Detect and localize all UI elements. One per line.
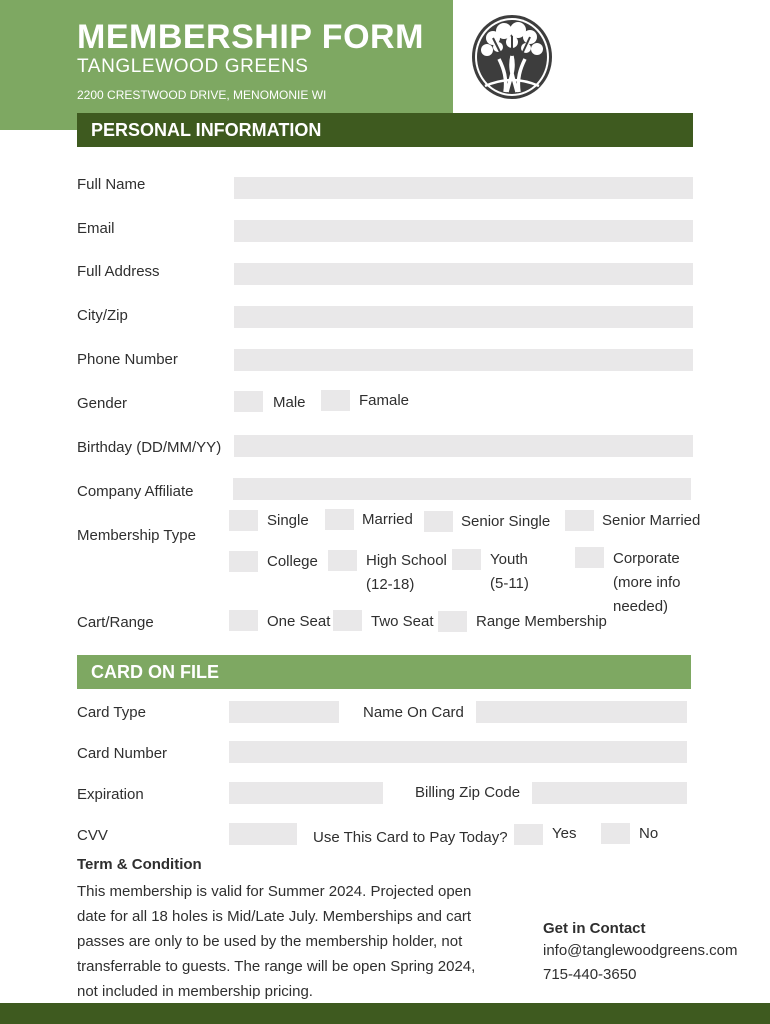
one-seat-checkbox[interactable] [229, 610, 258, 631]
two-seat-option-label: Two Seat [371, 613, 434, 630]
college-option-label: College [267, 553, 318, 570]
email-field[interactable] [234, 220, 693, 242]
corporate-line-2: (more info [613, 574, 681, 591]
male-checkbox[interactable] [234, 391, 263, 412]
personal-info-heading: PERSONAL INFORMATION [77, 113, 693, 147]
form-title: MEMBERSHIP FORM [77, 18, 424, 56]
city-zip-field[interactable] [234, 306, 693, 328]
pay-today-label: Use This Card to Pay Today? [313, 829, 508, 846]
club-name: TANGLEWOOD GREENS [77, 56, 309, 77]
senior-single-option-label: Senior Single [461, 513, 551, 530]
phone-label: Phone Number [77, 351, 178, 368]
expiration-field[interactable] [229, 782, 383, 804]
company-label: Company Affiliate [77, 483, 194, 500]
phone-field[interactable] [234, 349, 693, 371]
female-option-label: Famale [359, 392, 410, 409]
terms-body: This membership is valid for Summer 2024. Projected open date for all 18 holes is Mid/Late July. Memberships and cart passes are only to be used by the membership holder, not transferrable to guests. The range will be open Spring 2024, not included in membership pricing. [77, 883, 476, 1000]
cvv-field[interactable] [229, 823, 297, 845]
billing-zip-field[interactable] [532, 782, 687, 804]
senior-single-checkbox[interactable] [424, 511, 453, 532]
college-checkbox[interactable] [229, 551, 258, 572]
pay-today-no-label: No [639, 825, 659, 842]
high-school-line-1: High School [366, 552, 447, 569]
tree-logo-icon [471, 14, 553, 100]
card-number-field[interactable] [229, 741, 687, 763]
cart-range-label: Cart/Range [77, 614, 154, 631]
birthday-label: Birthday (DD/MM/YY) [77, 439, 222, 456]
full-name-field[interactable] [234, 177, 693, 199]
club-address: 2200 CRESTWOOD DRIVE, MENOMONIE WI [77, 88, 327, 102]
gender-label: Gender [77, 395, 128, 412]
name-on-card-label: Name On Card [363, 704, 464, 721]
youth-line-2: (5-11) [490, 575, 529, 592]
company-field[interactable] [233, 478, 691, 500]
billing-zip-label: Billing Zip Code [415, 784, 521, 801]
two-seat-checkbox[interactable] [333, 610, 362, 631]
single-checkbox[interactable] [229, 510, 258, 531]
youth-option-label [490, 548, 529, 596]
high-school-checkbox[interactable] [328, 550, 357, 571]
card-on-file-heading: CARD ON FILE [77, 655, 691, 689]
male-option-label: Male [273, 394, 306, 411]
pay-today-no-checkbox[interactable] [601, 823, 630, 844]
corporate-line-1: Corporate [613, 550, 680, 567]
youth-line-1: Youth [490, 551, 528, 568]
female-checkbox[interactable] [321, 390, 350, 411]
membership-type-label: Membership Type [77, 527, 196, 544]
terms-title: Term & Condition [77, 856, 202, 873]
city-zip-label: City/Zip [77, 307, 128, 324]
high-school-option-label [366, 549, 447, 597]
full-address-field[interactable] [234, 263, 693, 285]
married-checkbox[interactable] [325, 509, 354, 530]
single-option-label: Single [267, 512, 309, 529]
range-membership-option-label: Range Membership [476, 613, 607, 630]
card-type-label: Card Type [77, 704, 146, 721]
full-address-label: Full Address [77, 263, 160, 280]
card-number-label: Card Number [77, 745, 168, 762]
contact-email: info@tanglewoodgreens.com [543, 942, 738, 959]
pay-today-yes-label: Yes [552, 825, 577, 842]
corporate-option-label [613, 547, 681, 619]
range-membership-checkbox[interactable] [438, 611, 467, 632]
birthday-field[interactable] [234, 435, 693, 457]
married-option-label: Married [362, 511, 413, 528]
youth-checkbox[interactable] [452, 549, 481, 570]
senior-married-option-label: Senior Married [602, 512, 701, 529]
senior-married-checkbox[interactable] [565, 510, 594, 531]
one-seat-option-label: One Seat [267, 613, 331, 630]
high-school-line-2: (12-18) [366, 576, 415, 593]
cvv-label: CVV [77, 827, 108, 844]
footer-bar [0, 1003, 770, 1024]
corporate-line-3: needed) [613, 598, 669, 615]
pay-today-yes-checkbox[interactable] [514, 824, 543, 845]
contact-title: Get in Contact [543, 920, 646, 937]
name-on-card-field[interactable] [476, 701, 687, 723]
card-type-field[interactable] [229, 701, 339, 723]
full-name-label: Full Name [77, 176, 146, 193]
email-label: Email [77, 220, 115, 237]
expiration-label: Expiration [77, 786, 144, 803]
contact-phone: 715-440-3650 [543, 966, 637, 983]
corporate-checkbox[interactable] [575, 547, 604, 568]
